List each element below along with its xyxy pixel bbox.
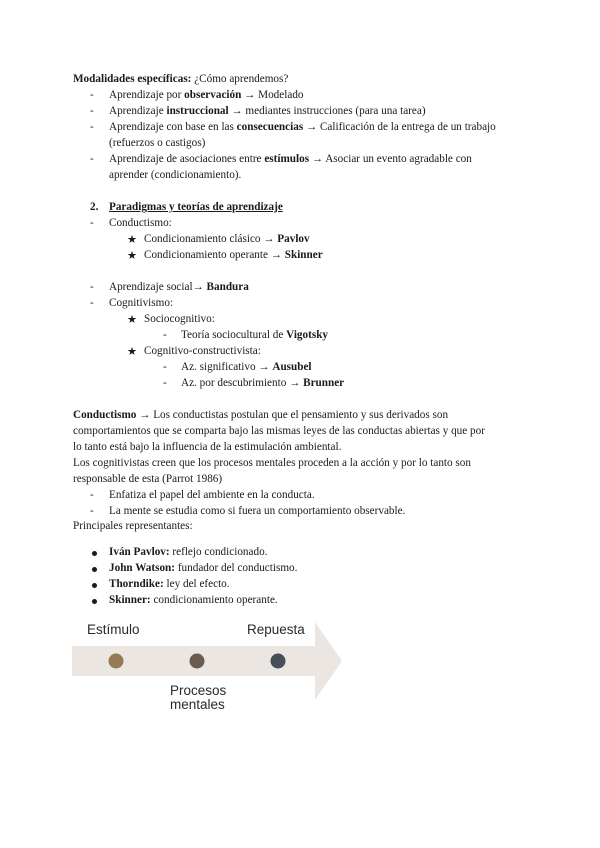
item-text: Teoría sociocultural de [181,329,287,341]
star-bullet-icon: ★ [127,233,138,246]
star-bullet-icon: ★ [127,249,138,262]
item-text: Condicionamiento clásico → [144,233,278,245]
modalidad-item [109,88,304,104]
dash-bullet: - [90,281,94,293]
conductismo-item [144,248,323,264]
representante-item [109,593,278,609]
item-text: → mediantes instrucciones (para una tarea) [228,105,426,117]
item-text: → Asociar un evento agradable con [309,153,472,165]
dash-bullet: - [90,297,94,309]
respuesta-label: Repuesta [247,622,305,637]
conductismo-paragraph-line: comportamientos que se comparta bajo las mismas leyes de las conductas abiertas y que por [73,425,485,437]
item-text: → Modelado [241,89,304,101]
constructivista-item [181,360,312,376]
item-text: → Calificación de la entrega de un trabajo [303,121,496,133]
representante-name: Thorndike: [109,578,164,590]
representante-desc: fundador del conductismo. [175,562,298,574]
item-bold: Pavlov [277,233,310,245]
dash-bullet: - [163,361,167,373]
dash-bullet: - [90,89,94,101]
dash-bullet: - [90,217,94,229]
item-bold: Vigotsky [286,329,329,341]
dash-bullet: - [163,377,167,389]
representante-desc: condicionamiento operante. [150,594,278,606]
cognitivistas-paragraph-line: Los cognitivistas creen que los procesos mentales proceden a la acción y por lo tanto son [73,457,471,469]
item-bold: estímulos [264,153,310,165]
section-title-text: Paradigmas y teorías de aprendizaje [109,201,283,213]
item-text: Az. significativo → [181,361,273,373]
dash-bullet: - [163,329,167,341]
bullet-dot [92,551,97,556]
representante-item [109,545,267,561]
item-text: Aprendizaje de asociaciones entre [109,153,265,165]
star-bullet-icon: ★ [127,313,138,326]
modalidad-item [109,104,426,120]
modalidades-heading: Modalidades específicas: [73,73,192,85]
modalidad-item [109,120,496,136]
item-bold: Bandura [206,281,249,293]
sociocognitivo-label: Sociocognitivo: [144,313,215,325]
representante-item [109,561,297,577]
mente-item: La mente se estudia como si fuera un comportamiento observable. [109,505,406,517]
item-text: Az. por descubrimiento → [181,377,304,389]
item-text: Condicionamiento operante → [144,249,285,261]
item-bold: Brunner [303,377,345,389]
constructivista-label: Cognitivo-constructivista: [144,345,261,357]
dash-bullet: - [90,505,94,517]
dash-bullet: - [90,121,94,133]
item-text: Aprendizaje con base en las [109,121,237,133]
sociocultural-item [181,328,328,344]
estimulo-dot [109,654,124,669]
representantes-label: Principales representantes: [73,520,193,532]
item-bold: consecuencias [236,121,304,133]
bullet-dot [92,583,97,588]
modalidad-item [109,152,472,168]
conductismo-label: Conductismo: [109,217,172,229]
social-item [109,280,249,296]
representante-name: Iván Pavlov: [109,546,170,558]
modalidad-item-continuation: (refuerzos o castigos) [109,137,206,149]
item-bold: observación [184,89,242,101]
procesos-label-line1: Procesos [170,683,227,698]
cognitivistas-paragraph-line: responsable de esta (Parrot 1986) [73,473,223,485]
item-text: Aprendizaje social→ [109,281,207,293]
representante-desc: ley del efecto. [163,578,230,590]
representante-desc: reflejo condicionado. [169,546,268,558]
item-bold: Ausubel [272,361,312,373]
representante-name: Skinner: [109,594,151,606]
conductismo-item [144,232,310,248]
modalidades-heading-line [73,72,288,88]
constructivista-item [181,376,344,392]
conductismo-paragraph-line [73,408,448,424]
bullet-dot [92,567,97,572]
conductismo-paragraph-line: lo tanto está bajo la influencia de la estimulación ambiental. [73,441,342,453]
dash-bullet: - [90,489,94,501]
estimulo-label: Estímulo [87,622,140,637]
item-bold: instruccional [166,105,229,117]
item-text: Aprendizaje por [109,89,185,101]
section-title [109,200,283,216]
conductismo-bold: Conductismo [73,409,137,421]
star-bullet-icon: ★ [127,345,138,358]
item-text: Aprendizaje [109,105,167,117]
item-bold: Skinner [284,249,323,261]
respuesta-dot [271,654,286,669]
modalidades-question: ¿Cómo aprendemos? [191,73,289,85]
cognitivismo-label: Cognitivismo: [109,297,174,309]
enfatiza-item: Enfatiza el papel del ambiente en la conducta. [109,489,315,501]
dash-bullet: - [90,105,94,117]
section-number-text: 2. [90,201,99,213]
procesos-label-line2: mentales [170,697,225,712]
paragraph-text: → Los conductistas postulan que el pensamiento y sus derivados son [136,409,449,421]
procesos-dot [190,654,205,669]
representante-item [109,577,230,593]
dash-bullet: - [90,153,94,165]
bullet-dot [92,599,97,604]
representante-name: John Watson: [109,562,176,574]
modalidad-item-continuation: aprender (condicionamiento). [109,169,242,181]
section-number [90,200,98,216]
